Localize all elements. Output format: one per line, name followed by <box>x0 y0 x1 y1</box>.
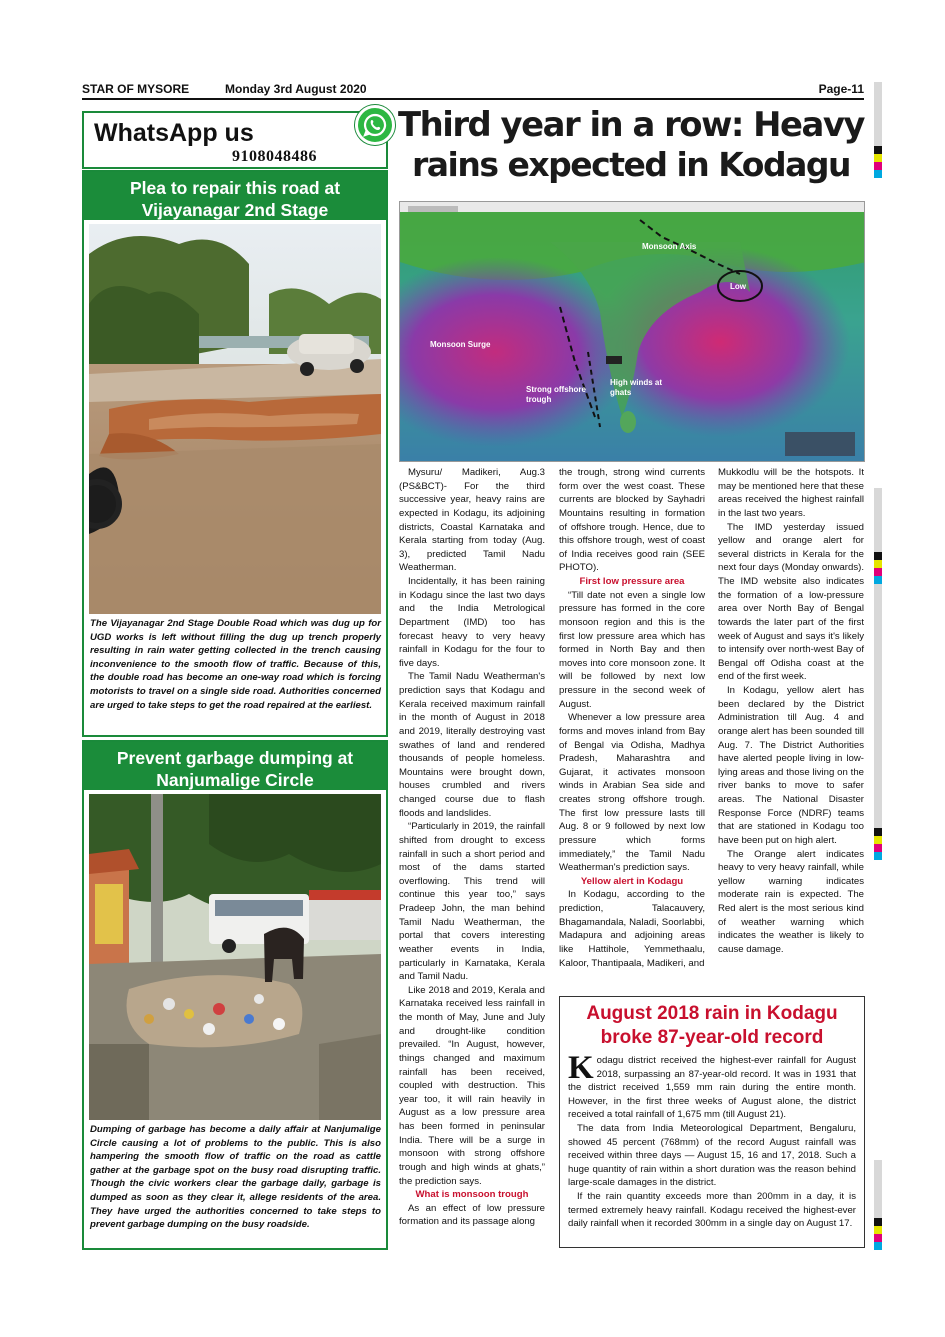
article-paragraph: In Kodagu, according to the prediction, Talacauvery, Bhagamandala, Naladi, Soorlabbi, Madapura and adjoining areas like Hattihole, Yemmethaalu, Kaloor, Thantipaala, Madikeri, and <box>559 889 705 969</box>
subhead-monsoon-trough: What is monsoon trough <box>415 1189 529 1201</box>
whatsapp-icon <box>355 105 395 145</box>
print-color-bar-top <box>874 82 882 178</box>
article-paragraph: the trough, strong wind currents form over the west coast. These currents are blocked by Sayhadri Mountains resulting in formation of offshore trough. Hence, due to this offshore trough, west of coast of India receives good rain (SEE PHOTO). <box>559 467 705 574</box>
article-paragraph: “Till date not even a single low pressure has formed in the core monsoon region and this is the first low pressure area which has formed in North Bay and then moves into core monsoon zone. It will be followed by next low pressure in the second week of August. <box>559 589 705 710</box>
left-column <box>82 111 388 1250</box>
map-label-low: Low <box>730 282 746 291</box>
article-paragraph: The Tamil Nadu Weatherman's prediction says that Kodagu and Kerala received maximum rainfall in the month of August in 2018 and 2019, literally destroying vast swathes of land and rendered thousands of people homeless. Mountains were brought down, houses crumbled and rivers changed course due to flash floods and landslides. <box>399 671 545 819</box>
story-garbage-headline: Prevent garbage dumping at Nanjumalige Circle <box>84 742 386 790</box>
print-color-bar-middle <box>874 488 882 860</box>
article-paragraph: “Particularly in 2019, the rainfall shifted from drought to excess rainfall in such a short period and most of the dams started overflowing. This trend will continue this year too,” says Pradeep John, the man behind Tamil Nadu Weatherman, the portal that covers interesting weather events in India, particularly in Karnataka, Kerala and Tamil Nadu. <box>399 821 545 983</box>
story-road-repair <box>82 170 388 737</box>
article-paragraph: Incidentally, it has been raining in Kodagu since the last two days and the India Metrological Department (IMD) too has forecast heavy to very heavy rainfall in Kodagu for the four to five days. <box>399 576 545 669</box>
subhead-yellow-alert: Yellow alert in Kodagu <box>580 875 684 887</box>
whatsapp-title: WhatsApp us <box>94 119 254 147</box>
garbage-dump-photo <box>89 794 381 1120</box>
main-headline-line2: rains expected in Kodagu <box>412 145 850 184</box>
map-label-offshore-trough: Strong offshore trough <box>526 385 586 404</box>
page-number: Page-11 <box>818 82 864 96</box>
record-rain-paragraph: The data from India Meteorological Department, Bengaluru, showed 45 percent (768mm) of the record August rainfall was received within three days — August 15, 16 and 17, 2018. Such a huge quantity of rain within a short duration was the reason behind large-scale damages in the district. <box>568 1122 856 1189</box>
print-color-bar-bottom <box>874 1160 882 1250</box>
article-paragraph: Mysuru/ Madikeri, Aug.3 (PS&BCT)- For the third successive year, heavy rains are expected in Kodagu, its adjoining districts, Coastal Karnataka and Kerala starting from today (Aug. 3), predicted Tamil Nadu Weatherman. <box>399 467 545 574</box>
story-road-repair-caption: The Vijayanagar 2nd Stage Double Road which was dug up for UGD works is left without filling the dug up trench properly resulting in rain water getting collected in the trench causing inconvenience to the smooth flow of traffic. Because of this, the double road has become an one-way road which is forcing motorists to travel on a single side road. Authorities concerned are urged to take steps to get the road repaired at the earliest. <box>90 618 381 711</box>
map-label-monsoon-axis: Monsoon Axis <box>642 242 697 251</box>
record-rain-box <box>559 996 865 1248</box>
article-paragraph: Mukkodlu will be the hotspots. It may be mentioned here that these areas received the highest rainfall in the last two years. <box>718 467 864 519</box>
map-label-high-winds: High winds at ghats <box>610 378 662 397</box>
masthead-rule <box>82 98 864 100</box>
article-paragraph: Like 2018 and 2019, Kerala and Karnataka received less rainfall in the month of May, June and July and drought-like condition prevailed. “In August, however, things changed and maximum rainfall has been received, coupled with destruction. This year too, it will rain heavily in August as a low pressure area has been formed in peninsular India. There will be a surge in monsoon with strong offshore trough and high winds at ghats,” the prediction says. <box>399 984 545 1187</box>
article-column-3 <box>718 466 864 957</box>
article-paragraph: The IMD yesterday issued yellow and orange alert for several districts in Kerala for the next four days (Monday onwards). The IMD website also indicates the formation of a low-pressure area over North Bay of Bengal towards the later part of the first week of August and says it's likely to intensify over north-west Bay of Bengal off Odisha coast at the end of the first week. <box>718 521 864 683</box>
weather-map <box>399 201 865 462</box>
main-headline-line1: Third year in a row: Heavy <box>398 105 864 145</box>
record-rain-headline: August 2018 rain in Kodagu broke 87-year-old record <box>586 1003 838 1048</box>
article-paragraph: In Kodagu, yellow alert has been declared by the District Administration till Aug. 4 and orange alert has been sounded till Aug. 7. The District Authorities have alerted people living in low-lying areas and those living on the river banks to move to safer areas. The National Disaster Response Force (NDRF) teams that are stationed in Kodagu too have been put on high alert. <box>718 685 864 846</box>
article-column-1 <box>399 466 545 1229</box>
subhead-first-low-pressure: First low pressure area <box>579 576 685 587</box>
issue-date: Monday 3rd August 2020 <box>225 82 367 96</box>
road-trench-photo <box>89 224 381 614</box>
masthead <box>82 80 864 100</box>
story-garbage-caption: Dumping of garbage has become a daily affair at Nanjumalige Circle causing a lot of problems to the public. This is also hampering the smooth flow of traffic on the road as cattle gather at the garbage spot on the busy road disrupting traffic. Though the civic workers clear the garbage daily, garbage is dumped as soon as they clear it, allege residents of the area. They have urged the authorities concerned to take steps to prevent garbage dumping on the busy roadside. <box>90 1124 381 1231</box>
story-road-repair-headline: Plea to repair this road at Vijayanagar 2nd Stage <box>84 172 386 220</box>
article-column-2 <box>559 466 705 970</box>
main-headline <box>396 104 866 184</box>
record-rain-paragraph: If the rain quantity exceeds more than 200mm in a day, it is termed extremely heavy rainfall. Kodagu received the highest-ever daily rainfall when it recorded 300mm in a single day on August 17. <box>568 1190 856 1230</box>
dropcap: K <box>568 1050 594 1086</box>
article-paragraph: Whenever a low pressure area forms and moves inland from Bay of Bengal via Odisha, Madhya Pradesh, Maharashtra and Gujarat, it activates monsoon winds in Arabian Sea side and creates strong offshore trough. The first low pressure lasts till Aug. 8 or 9 followed by next low pressure which forms immediately,” the Tamil Nadu Weatherman's prediction says. <box>559 712 705 874</box>
map-label-monsoon-surge: Monsoon Surge <box>430 340 491 349</box>
record-rain-body <box>560 1050 864 1231</box>
whatsapp-number: 9108048486 <box>232 148 317 165</box>
story-garbage <box>82 740 388 1250</box>
article-paragraph: The Orange alert indicates heavy to very heavy rainfall, while yellow warning indicates moderate rain is expected. The Red alert is the most serious kind of weather warning which indicates the weather is likely to cause damage. <box>718 848 864 955</box>
record-rain-paragraph: odagu district received the highest-ever rainfall for August 2018, surpassing an 87-year-old record. It was in 1931 that the district received 1,559 mm rain during the entire month. However, in the first three weeks of August alone, the district received a total rainfall of 1,675 mm (till August 21). <box>568 1055 856 1121</box>
paper-name: STAR OF MYSORE <box>82 82 190 96</box>
article-paragraph: As an effect of low pressure formation and its passage along <box>399 1202 545 1228</box>
whatsapp-box <box>82 111 388 169</box>
